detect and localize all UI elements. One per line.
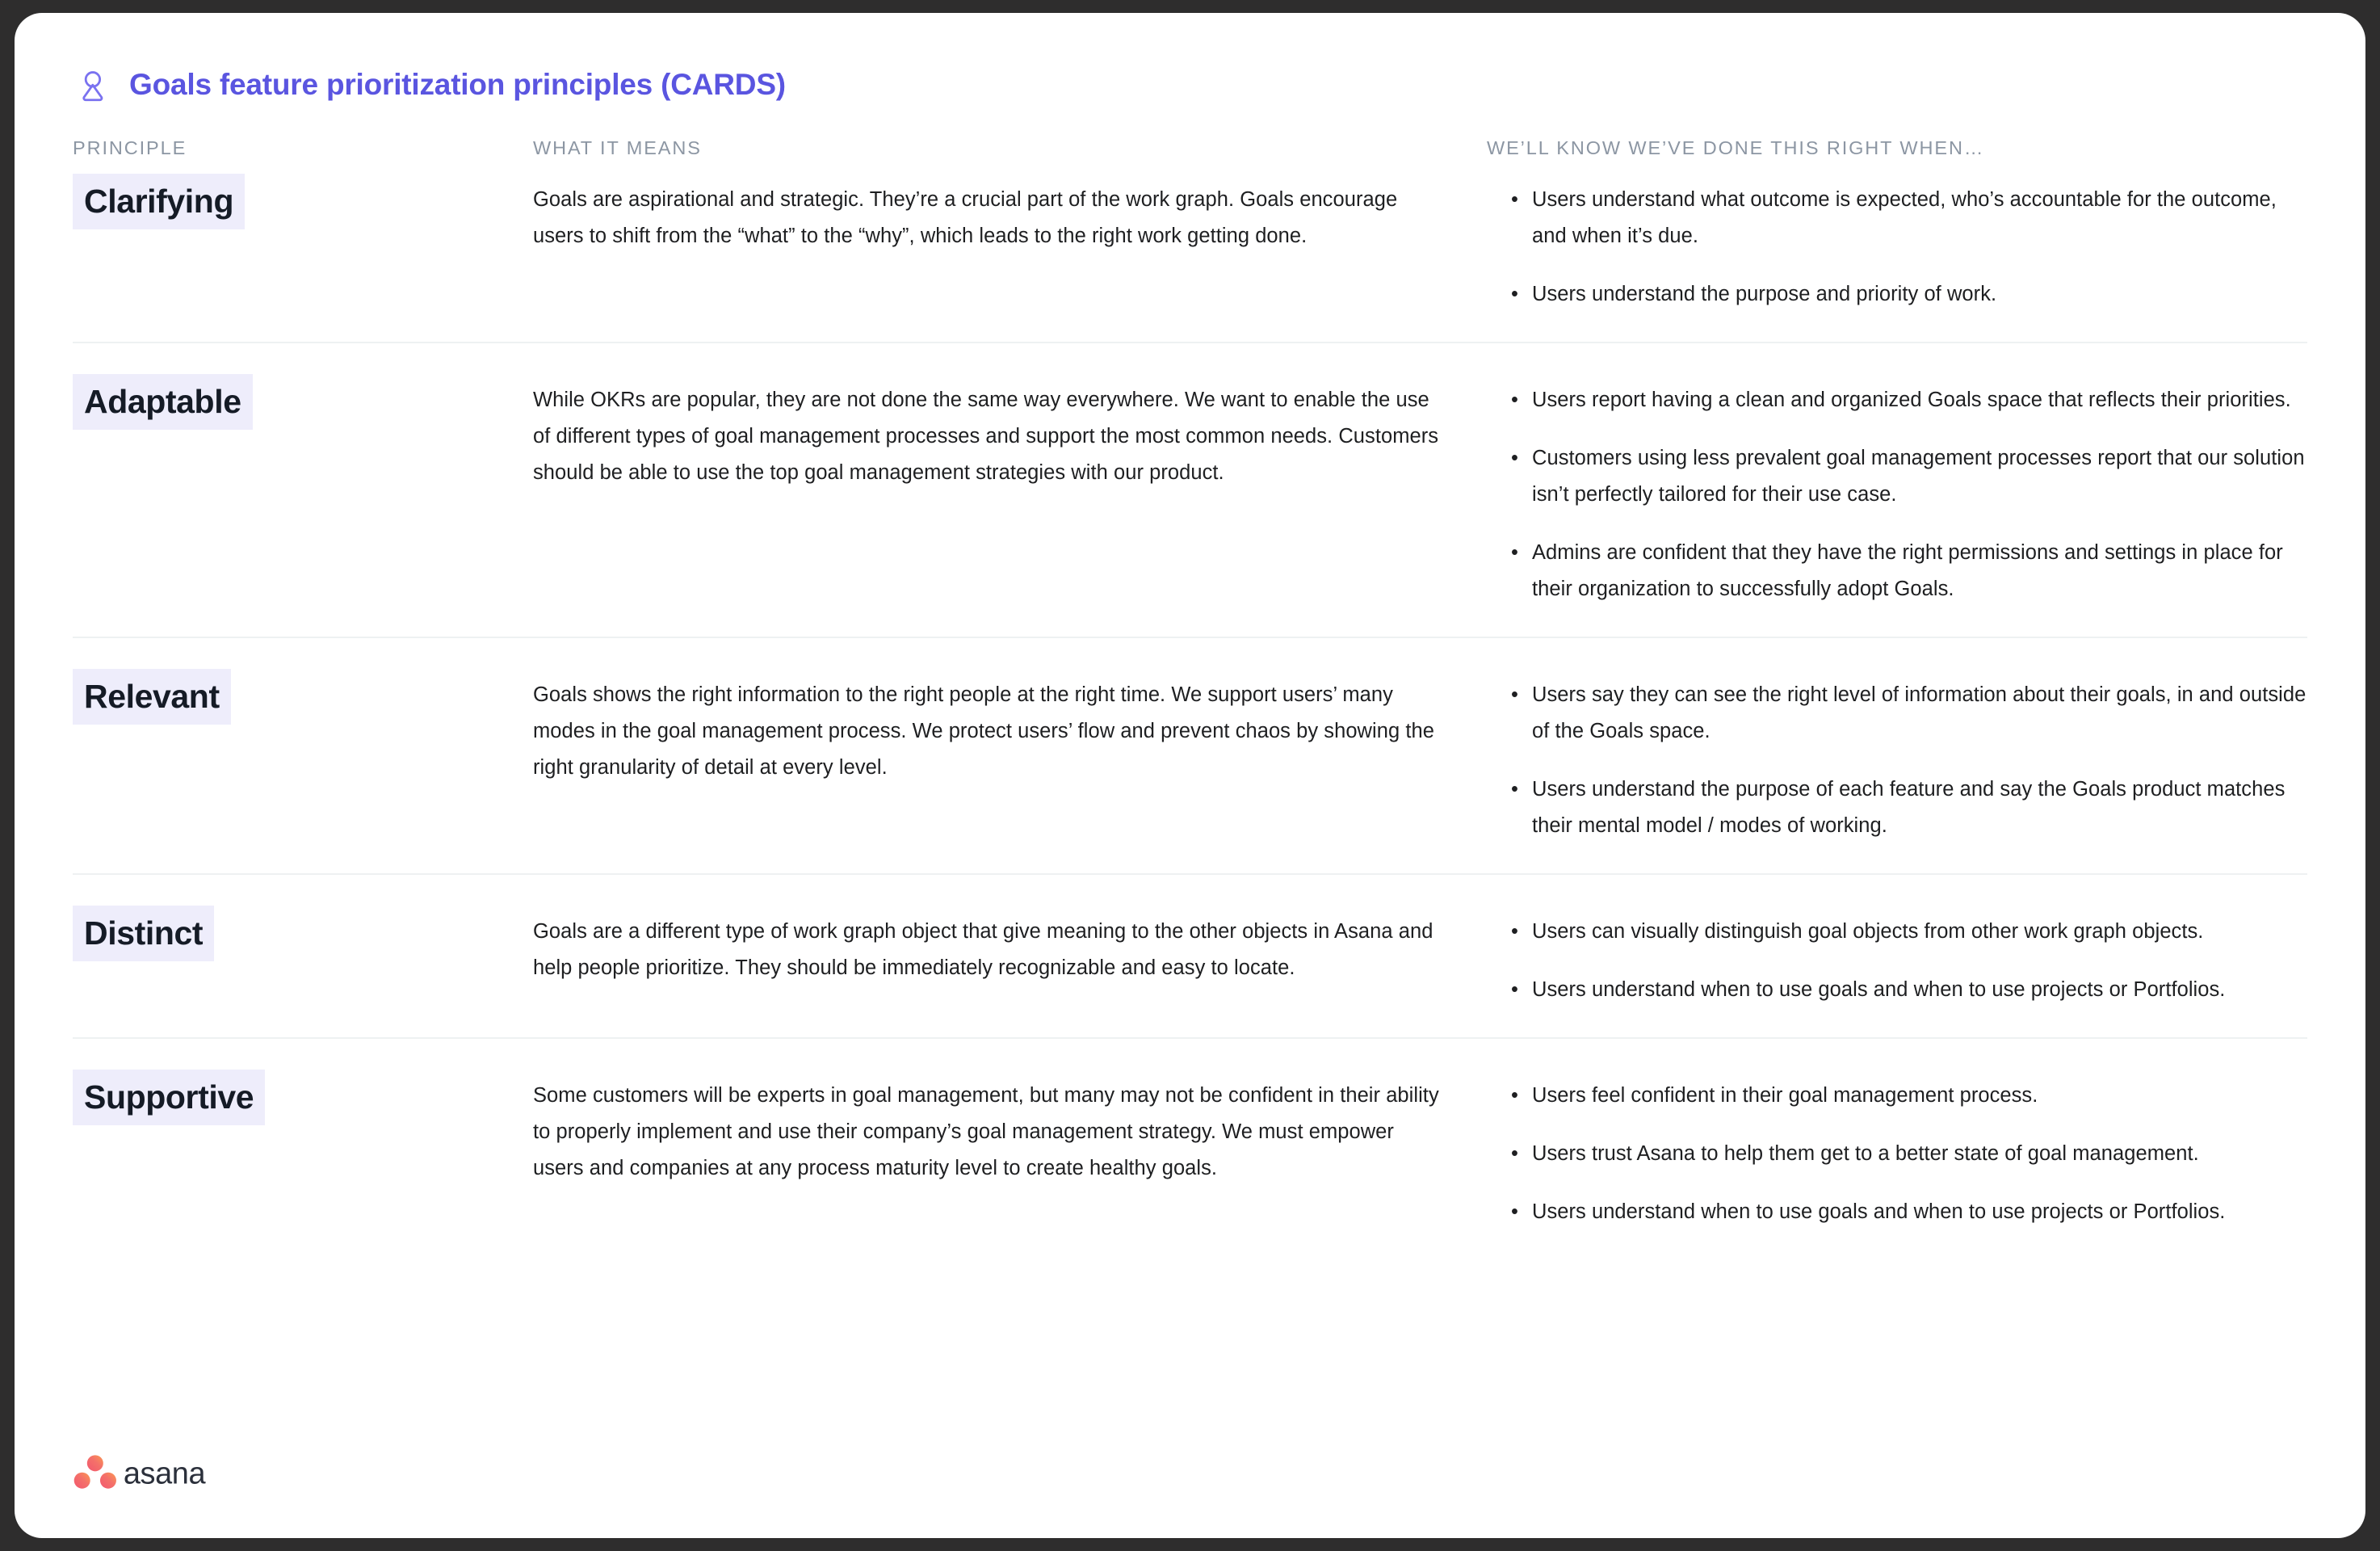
table-row xyxy=(73,637,2307,873)
table-header-row xyxy=(73,137,2307,159)
table-row xyxy=(73,873,2307,1037)
principle-cell xyxy=(73,672,533,725)
outcomes-list xyxy=(1509,382,2307,607)
outcomes-list xyxy=(1509,914,2307,1008)
what-it-means-cell xyxy=(533,377,1486,491)
what-it-means-cell xyxy=(533,1073,1486,1187)
document-card xyxy=(15,13,2365,1538)
list-item: • Users understand what outcome is expected, who’s accountable for the outcome, and when it’s due. xyxy=(1509,182,2307,254)
principle-cell xyxy=(73,1073,533,1125)
principle-cell xyxy=(73,909,533,961)
list-item: • Users trust Asana to help them get to a better state of goal management. xyxy=(1509,1136,2307,1172)
list-item: • Users understand the purpose and priority of work. xyxy=(1509,276,2307,313)
column-header-success-criteria: WE’LL KNOW WE’VE DONE THIS RIGHT WHEN… xyxy=(1487,137,1985,158)
list-item: • Users understand the purpose of each feature and say the Goals product matches their mental model / modes of working. xyxy=(1509,771,2307,844)
asana-logo xyxy=(73,1451,209,1491)
list-item: • Users feel confident in their goal management process. xyxy=(1509,1078,2307,1114)
status-badge: Distinct xyxy=(73,906,214,961)
what-it-means-text: Some customers will be experts in goal management, but many may not be confident in their ability to properly implement and use their company’s goal management strategy. We must empower users and companies at any process maturity level to create healthy goals. xyxy=(533,1084,1439,1179)
what-it-means-text: Goals are aspirational and strategic. They’re a crucial part of the work graph. Goals encourage users to shift from the “what” to the “why”, which leads to the right work getting done. xyxy=(533,188,1398,247)
what-it-means-text: Goals are a different type of work graph object that give meaning to the other objects in Asana and help people prioritize. They should be immediately recognizable and easy to locate. xyxy=(533,920,1433,979)
outcomes-cell xyxy=(1487,909,2307,1008)
principles-table xyxy=(73,137,2307,1259)
list-item: • Users understand when to use goals and when to use projects or Portfolios. xyxy=(1509,1194,2307,1230)
status-badge: Clarifying xyxy=(73,174,245,229)
svg-text:asana: asana xyxy=(123,1456,206,1491)
outcomes-cell xyxy=(1487,377,2307,607)
status-badge: Relevant xyxy=(73,669,231,725)
page-title: Goals feature prioritization principles (CARDS) xyxy=(129,68,786,101)
list-item: • Customers using less prevalent goal management processes report that our solution isn’t perfectly tailored for their use case. xyxy=(1509,440,2307,513)
outcomes-list xyxy=(1509,677,2307,844)
outcomes-cell xyxy=(1487,177,2307,313)
outcomes-list xyxy=(1509,182,2307,313)
what-it-means-text: Goals shows the right information to the right people at the right time. We support users’ many modes in the goal management process. We protect users’ flow and prevent chaos by showing the right granularity of detail at every level. xyxy=(533,683,1434,779)
table-row xyxy=(73,174,2307,342)
status-badge: Supportive xyxy=(73,1070,265,1125)
list-item: • Users understand when to use goals and when to use projects or Portfolios. xyxy=(1509,972,2307,1008)
principle-cell xyxy=(73,177,533,229)
table-row xyxy=(73,1037,2307,1259)
column-header-principle: PRINCIPLE xyxy=(73,137,187,158)
what-it-means-text: While OKRs are popular, they are not done the same way everywhere. We want to enable the use of different types of goal management processes and support the most common needs. Customers should be able to use the top goal management strategies with our product. xyxy=(533,389,1439,484)
document-header xyxy=(74,60,2307,110)
table-row xyxy=(73,342,2307,637)
footer xyxy=(73,1451,209,1491)
column-header-what-it-means: WHAT IT MEANS xyxy=(533,137,702,158)
what-it-means-cell xyxy=(533,672,1486,786)
list-item: • Users report having a clean and organized Goals space that reflects their priorities. xyxy=(1509,382,2307,418)
what-it-means-cell xyxy=(533,909,1486,986)
what-it-means-cell xyxy=(533,177,1486,254)
principle-cell xyxy=(73,377,533,430)
outcomes-cell xyxy=(1487,1073,2307,1230)
outcomes-cell xyxy=(1487,672,2307,844)
status-badge: Adaptable xyxy=(73,374,253,430)
goals-target-icon xyxy=(74,66,111,103)
list-item: • Users say they can see the right level of information about their goals, in and outside of the Goals space. xyxy=(1509,677,2307,750)
list-item: • Admins are confident that they have the right permissions and settings in place for their organization to successfully adopt Goals. xyxy=(1509,535,2307,607)
outcomes-list xyxy=(1509,1078,2307,1230)
list-item: • Users can visually distinguish goal objects from other work graph objects. xyxy=(1509,914,2307,950)
